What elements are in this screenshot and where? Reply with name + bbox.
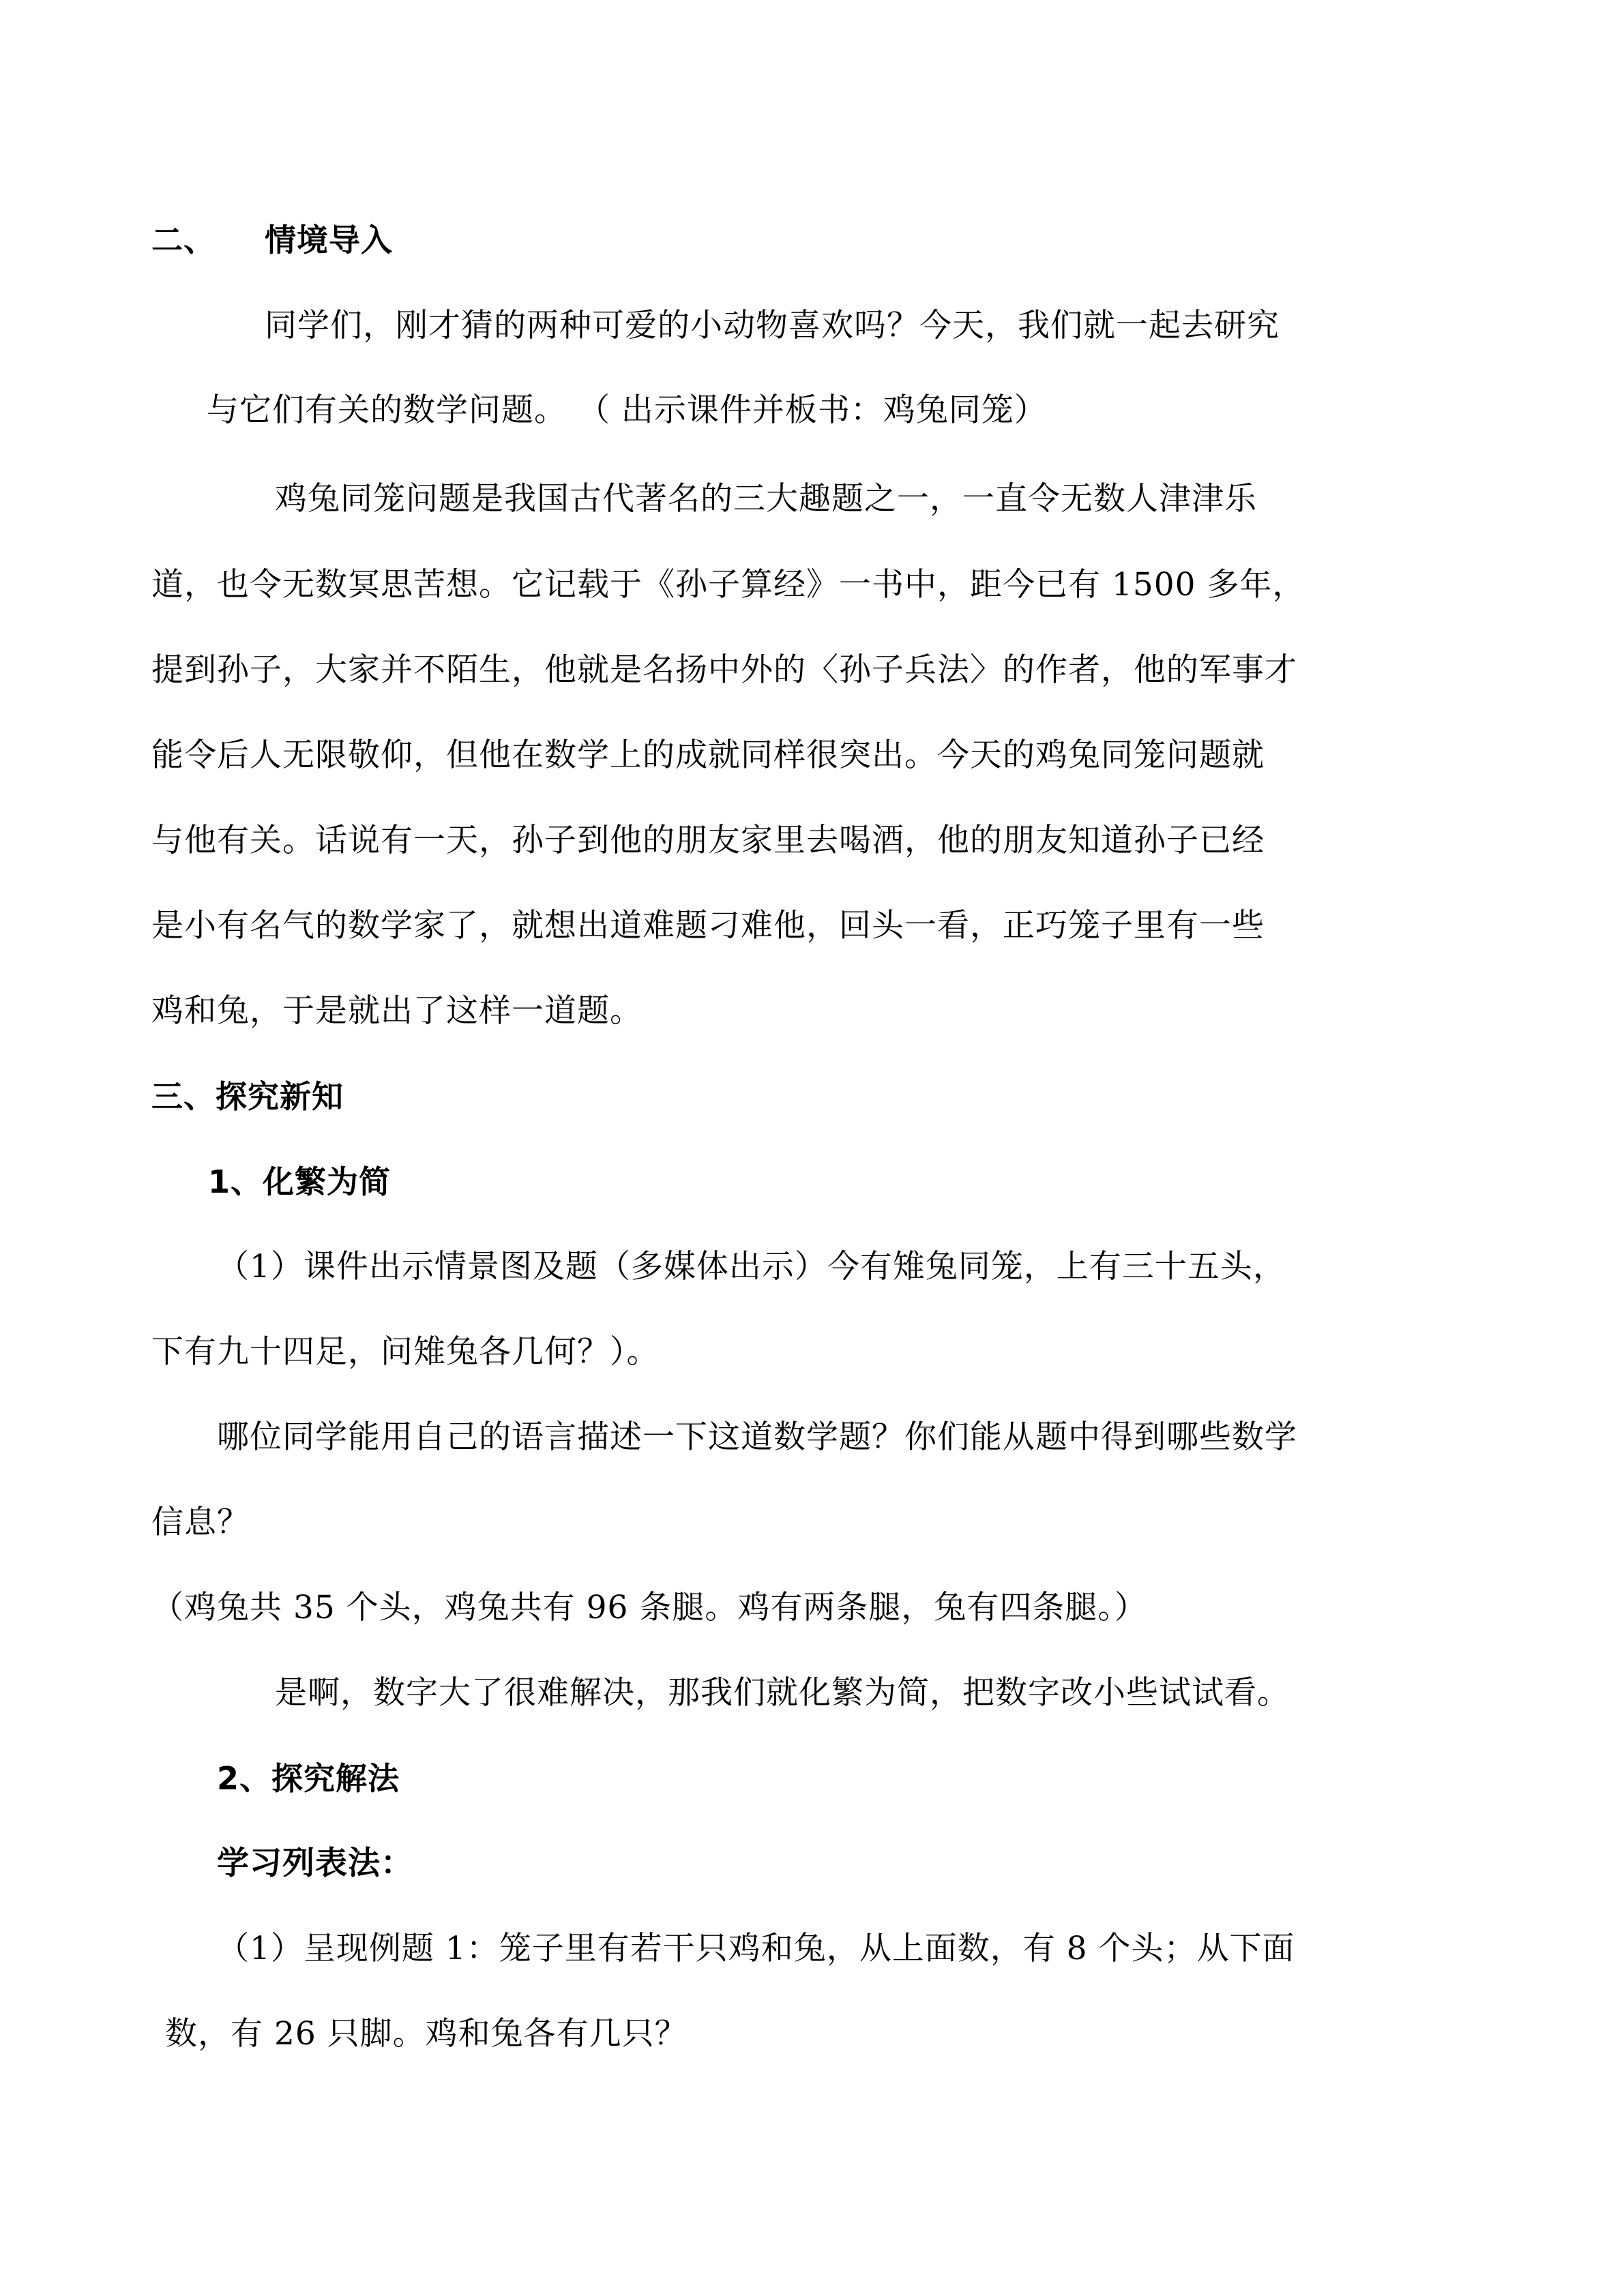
section-2-title: 情境导入 [265,222,393,258]
section-2-number: 二、 [151,222,216,258]
paragraph-line: 与他有关。话说有一天，孙子到他的朋友家里去喝酒，他的朋友知道孙子已经 [151,822,1265,859]
example-line: （1）呈现例题 1：笼子里有若干只鸡和兔，从上面数，有 8 个头；从下面 [217,1930,1295,1967]
paragraph-line: 提到孙子，大家并不陌生，他就是名扬中外的〈孙子兵法〉的作者，他的军事才 [151,651,1297,689]
problem-line: （1）课件出示情景图及题（多媒体出示）今有雉兔同笼，上有三十五头， [217,1248,1286,1285]
paragraph-line: 能令后人无限敬仰，但他在数学上的成就同样很突出。今天的鸡兔同笼问题就 [151,736,1265,774]
paragraph-line: 是小有名气的数学家了，就想出道难题刁难他，回头一看，正巧笼子里有一些 [151,907,1265,944]
example-line: 数，有 26 只脚。鸡和兔各有几只？ [165,2015,688,2053]
answer-line: （鸡兔共 35 个头，鸡兔共有 96 条腿。鸡有两条腿，兔有四条腿。） [151,1589,1147,1626]
paragraph-line: 同学们，刚才猜的两种可爱的小动物喜欢吗？今天，我们就一起去研究 [265,307,1280,344]
paragraph-line: 与它们有关的数学问题。 （ 出示课件并板书：鸡兔同笼） [207,391,1047,429]
paragraph-line: 是啊，数字大了很难解决，那我们就化繁为简，把数字改小些试试看。 [275,1674,1290,1712]
subsection-1-title: 1、化繁为简 [208,1163,392,1200]
paragraph-line: 鸡兔同笼问题是我国古代著名的三大趣题之一，一直令无数人津津乐 [275,480,1257,518]
method-title: 学习列表法： [217,1845,413,1882]
paragraph-line: 道，也令无数冥思苦想。它记载于《孙子算经》一书中，距今已有 1500 多年， [151,566,1305,603]
question-line: 信息？ [151,1504,250,1541]
section-3-title: 三、探究新知 [151,1078,344,1115]
problem-line: 下有九十四足，问雉兔各几何？）。 [151,1333,660,1371]
paragraph-line: 鸡和兔，于是就出了这样一道题。 [151,992,643,1030]
question-line: 哪位同学能用自己的语言描述一下这道数学题？你们能从题中得到哪些数学 [217,1418,1297,1456]
subsection-2-title: 2、探究解法 [217,1760,400,1797]
